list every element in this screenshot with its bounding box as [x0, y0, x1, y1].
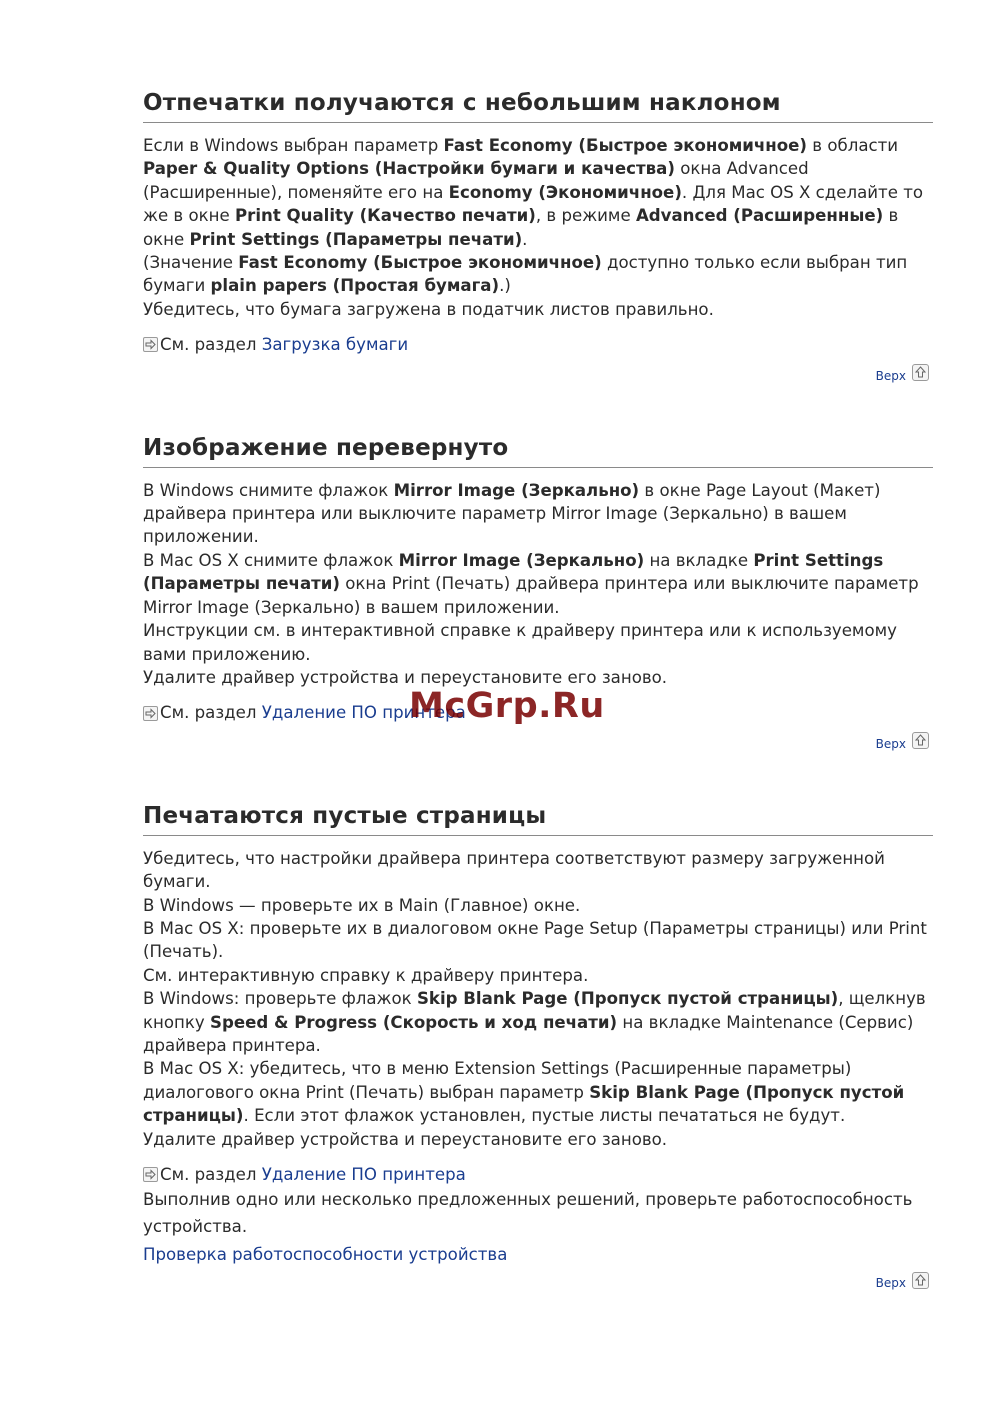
- text-run: В Windows: проверьте флажок: [143, 989, 417, 1009]
- after-text: Выполнив одно или несколько предложенных решений, проверьте работоспособность устройства.: [143, 1190, 913, 1237]
- see-also-prefix: См. раздел: [160, 335, 262, 355]
- text-run: окна Advanced (Расширенные), поменяйте его на: [143, 159, 809, 202]
- text-run: (Значение: [143, 253, 239, 273]
- arrow-up-icon[interactable]: [912, 1272, 929, 1289]
- text-run: В Windows снимите флажок: [143, 480, 394, 500]
- back-to-top: [143, 731, 929, 751]
- bold-term: Mirror Image (Зеркально): [398, 550, 645, 570]
- bold-term: Skip Blank Page (Пропуск пустой страницы): [416, 989, 839, 1009]
- arrow-up-icon[interactable]: [912, 364, 929, 381]
- text-run: В Windows — проверьте их в Main (Главное) окне.: [143, 895, 581, 915]
- text-run: окна Print (Печать) драйвера принтера или выключите параметр Mirror Image (Зеркально) в вашем приложении.: [143, 574, 919, 617]
- link-load-paper[interactable]: Загрузка бумаги: [261, 335, 409, 355]
- bold-term: Print Settings (Параметры печати): [189, 229, 523, 249]
- text-run: доступно только если выбран тип бумаги: [143, 253, 908, 296]
- section-body: [143, 479, 933, 690]
- text-run: . Если этот флажок установлен, пустые листы печататься не будут.: [243, 1106, 846, 1126]
- text-run: .): [499, 276, 511, 296]
- link-uninstall-driver[interactable]: Удаление ПО принтера: [261, 1165, 466, 1184]
- arrow-right-icon: [143, 337, 158, 352]
- section-skewed-prints: [143, 90, 933, 383]
- text-run: Инструкции см. в интерактивной справке к драйверу принтера или к используемому вами приложению.: [143, 621, 897, 664]
- text-run: , щелкнув кнопку: [143, 989, 926, 1032]
- top-link[interactable]: Верх: [875, 1276, 906, 1291]
- text-run: .: [522, 229, 528, 249]
- text-run: . Для Mac OS X сделайте то же в окне: [143, 182, 924, 226]
- text-run: на вкладке Maintenance (Сервис) драйвера принтера.: [143, 1012, 914, 1055]
- text-run: в области: [807, 136, 899, 155]
- bold-term: Speed & Progress (Скорость и ход печати): [210, 1012, 618, 1032]
- text-run: В Mac OS X: убедитесь, что в меню Extension Settings (Расширенные параметры) диалогового окна Print (Печать) выбран параметр: [143, 1059, 852, 1102]
- text-run: Удалите драйвер устройства и переустановите его заново.: [143, 1129, 668, 1149]
- arrow-right-icon: [143, 1167, 158, 1182]
- text-run: на вкладке: [644, 550, 754, 570]
- text-run: Убедитесь, что настройки драйвера принтера соответствуют размеру загруженной бумаги.: [143, 848, 885, 892]
- text-run: В Mac OS X снимите флажок: [143, 550, 399, 570]
- see-also-prefix: См. раздел: [160, 1165, 262, 1184]
- arrow-up-icon[interactable]: [912, 732, 929, 749]
- text-run: См. интерактивную справку к драйверу принтера.: [143, 965, 589, 985]
- top-link[interactable]: Верх: [875, 736, 906, 751]
- bold-term: Paper & Quality Options (Настройки бумаги и качества): [143, 159, 675, 179]
- text-run: , в режиме: [535, 206, 636, 226]
- text-run: Удалите драйвер устройства и переустановите его заново.: [143, 667, 668, 687]
- section-blank-pages: [143, 803, 933, 1291]
- section-title: Печатаются пустые страницы: [143, 803, 933, 836]
- bold-term: Mirror Image (Зеркально): [393, 480, 640, 500]
- top-link[interactable]: Верх: [875, 368, 906, 383]
- section-title: Изображение перевернуто: [143, 435, 933, 468]
- text-run: Убедитесь, что бумага загружена в податчик листов правильно.: [143, 299, 714, 319]
- text-run: В Mac OS X: проверьте их в диалоговом окне Page Setup (Параметры страницы) или Print (Печать).: [143, 918, 927, 962]
- arrow-right-icon: [143, 706, 158, 721]
- bold-term: Fast Economy (Быстрое экономичное): [238, 253, 602, 273]
- link-check-device[interactable]: Проверка работоспособности устройства: [143, 1245, 508, 1265]
- watermark: McGrp.Ru: [409, 686, 605, 726]
- bold-term: Advanced (Расширенные): [635, 206, 884, 226]
- back-to-top: [143, 363, 929, 383]
- see-also: [143, 1163, 933, 1186]
- see-also: [143, 333, 933, 356]
- bold-term: plain papers (Простая бумага): [210, 276, 500, 296]
- bold-term: Skip Blank Page (Пропуск пустой страницы): [143, 1082, 905, 1126]
- bold-term: Print Quality (Качество печати): [235, 206, 536, 226]
- section-body: [143, 847, 933, 1151]
- text-run: Если в Windows выбран параметр: [143, 136, 444, 155]
- bold-term: Economy (Экономичное): [448, 182, 682, 202]
- text-run: в окне Page Layout (Макет) драйвера принтера или выключите параметр Mirror Image (Зеркально) в вашем приложении.: [143, 480, 881, 547]
- section-body: [143, 134, 933, 321]
- bold-term: Fast Economy (Быстрое экономичное): [443, 136, 808, 155]
- back-to-top: [143, 1270, 929, 1290]
- see-also-prefix: См. раздел: [160, 703, 262, 723]
- bold-term: Print Settings (Параметры печати): [143, 550, 884, 594]
- section-title: Отпечатки получаются с небольшим наклоном: [143, 90, 933, 123]
- link-uninstall-driver[interactable]: Удаление ПО принтера: [261, 703, 466, 723]
- text-run: в окне: [143, 206, 899, 249]
